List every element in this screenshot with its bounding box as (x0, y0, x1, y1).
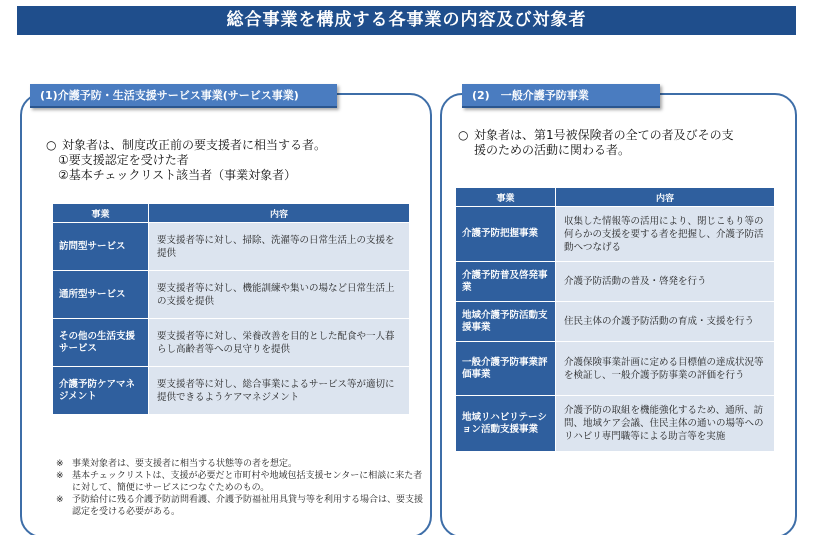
business-content: 要支援者等に対し、掃除、洗濯等の日常生活上の支援を提供 (149, 223, 410, 271)
table-row (53, 223, 410, 271)
service-business-heading: (1)介護予防・生活支援サービス事業(サービス事業) (30, 84, 337, 108)
note-mark: ※ (56, 471, 64, 481)
general-prevention-table (455, 187, 775, 452)
table-row (53, 271, 410, 319)
business-name: 地域介護予防活動支援事業 (456, 302, 556, 342)
note-item (56, 494, 426, 518)
table-row (53, 319, 410, 367)
note-mark: ※ (56, 495, 64, 505)
business-name: 介護予防普及啓発事業 (456, 262, 556, 302)
general-target-description (458, 128, 788, 158)
note-text: 事業対象者は、要支援者に相当する状態等の者を想定。 (72, 459, 298, 469)
note-text: 予防給付に残る介護予防訪問看護、介護予防福祉用具貸与等を利用する場合は、要支援認定を受ける必要がある。 (72, 495, 424, 517)
target-line: 対象者は、第1号被保険者の全ての者及びその支 (474, 128, 734, 142)
table-row (456, 302, 775, 342)
business-name: 一般介護予防事業評価事業 (456, 342, 556, 396)
table-row (456, 207, 775, 262)
business-name: 通所型サービス (53, 271, 149, 319)
circle-mark: ○ (46, 138, 57, 152)
business-content: 介護予防活動の普及・啓発を行う (556, 262, 775, 302)
table-header-row (53, 204, 410, 223)
table-row (456, 342, 775, 396)
note-mark: ※ (56, 459, 64, 469)
circle-mark: ○ (458, 128, 469, 142)
note-item (56, 458, 426, 470)
business-name: 訪問型サービス (53, 223, 149, 271)
header-content: 内容 (149, 204, 410, 223)
business-content: 要支援者等に対し、総合事業によるサービス等が適切に提供できるようケアマネジメント (149, 367, 410, 415)
header-content: 内容 (556, 188, 775, 207)
page-title: 総合事業を構成する各事業の内容及び対象者 (17, 6, 796, 35)
business-name: 介護予防ケアマネジメント (53, 367, 149, 415)
business-content: 介護保険事業計画に定める目標値の達成状況等を検証し、一般介護予防事業の評価を行う (556, 342, 775, 396)
business-name: その他の生活支援サービス (53, 319, 149, 367)
notes (56, 458, 426, 518)
target-line: ②基本チェックリスト該当者（事業対象者） (58, 168, 297, 182)
note-text: 基本チェックリストは、支援が必要だと市町村や地域包括支援センターに相談に来た者に対して、簡便にサービスにつなぐためのもの。 (72, 471, 423, 493)
business-content: 要支援者等に対し、栄養改善を目的とした配食や一人暮らし高齢者等への見守りを提供 (149, 319, 410, 367)
table-row (456, 262, 775, 302)
business-content: 住民主体の介護予防活動の育成・支援を行う (556, 302, 775, 342)
table-row (53, 367, 410, 415)
table-row (456, 396, 775, 452)
target-line: ①要支援認定を受けた者 (58, 153, 189, 167)
business-content: 介護予防の取組を機能強化するため、通所、訪問、地域ケア会議、住民主体の通いの場等へのリハビリ専門職等による助言等を実施 (556, 396, 775, 452)
header-business: 事業 (456, 188, 556, 207)
target-line: 対象者は、制度改正前の要支援者に相当する者。 (62, 138, 327, 152)
service-target-description (46, 138, 406, 183)
business-name: 介護予防把握事業 (456, 207, 556, 262)
service-business-table (52, 203, 410, 415)
note-item (56, 470, 426, 494)
business-content: 収集した情報等の活用により、閉じこもり等の何らかの支援を要する者を把握し、介護予防活動へつなげる (556, 207, 775, 262)
table-header-row (456, 188, 775, 207)
target-line: 援のための活動に関わる者。 (474, 143, 631, 157)
general-prevention-heading: (2) 一般介護予防事業 (462, 84, 660, 108)
header-business: 事業 (53, 204, 149, 223)
business-content: 要支援者等に対し、機能訓練や集いの場など日常生活上の支援を提供 (149, 271, 410, 319)
business-name: 地域リハビリテーション活動支援事業 (456, 396, 556, 452)
